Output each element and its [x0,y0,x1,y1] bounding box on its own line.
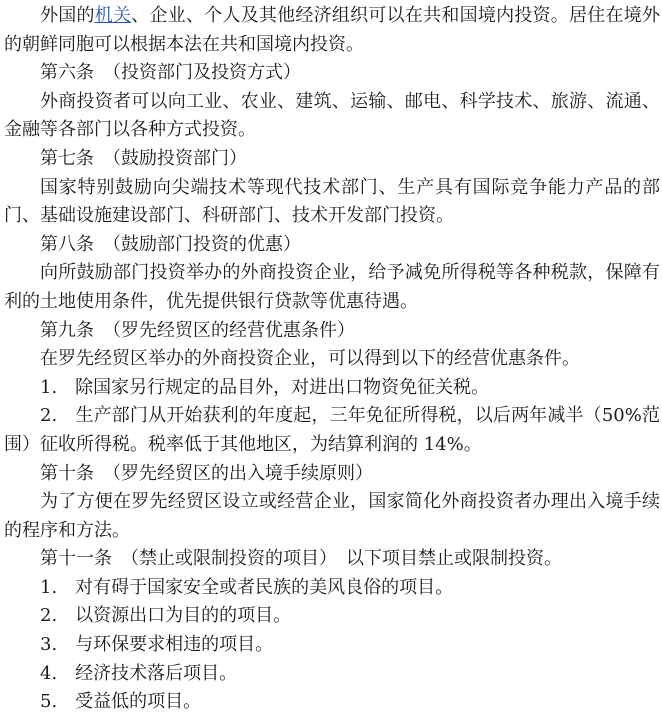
article-11-title: 第十一条 （禁止或限制投资的项目） [40,548,328,570]
article-9-item-1: 1. 除国家另行规定的品目外，对进出口物资免征关税。 [40,376,490,398]
article-6-heading: 第六条 （投资部门及投资方式） [40,62,301,84]
article-7-heading: 第七条 （鼓励投资部门） [40,147,247,169]
intro-prefix: 外国的 [40,5,95,26]
article-11-item-3: 3. 与环保要求相违的项目。 [40,634,274,656]
article-11-lead: 以下项目禁止或限制投资。 [328,548,562,570]
article-8-body: 向所鼓励部门投资举办的外商投资企业，给予减免所得税等各种税款，保障有利的土地使用条件，优先提供银行贷款等优惠待遇。 [4,262,660,312]
article-11-item-5: 5. 受益低的项目。 [40,691,202,713]
organ-link[interactable]: 机关 [94,5,132,26]
document-body [4,2,660,717]
article-9-item-2: 2. 生产部门从开始获利的年度起，三年免征所得税，以后两年减半（50%范围）征收所得税。税率低于其他地区，为结算利润的 14%。 [4,405,660,455]
article-7-body: 国家特别鼓励向尖端技术等现代技术部门、生产具有国际竞争能力产品的部门、基础设施建设部门、科研部门、技术开发部门投资。 [4,176,660,227]
intro-paragraph [4,2,660,59]
article-11-item-4: 4. 经济技术落后项目。 [40,662,238,684]
article-11-item-1: 1. 对有碍于国家安全或者民族的美风良俗的项目。 [40,576,454,598]
article-10-heading: 第十条 （罗先经贸区的出入境手续原则） [40,462,373,484]
intro-suffix: 、企业、个人及其他经济组织可以在共和国境内投资。居住在境外的朝鲜同胞可以根据本法在共和国境内投资。 [4,5,661,55]
article-9-body: 在罗先经贸区举办的外商投资企业，可以得到以下的经营优惠条件。 [40,348,580,370]
article-11-item-2: 2. 以资源出口为目的的项目。 [40,605,292,627]
article-9-heading: 第九条 （罗先经贸区的经营优惠条件） [40,319,355,341]
article-11-heading [4,545,660,574]
article-8-heading: 第八条 （鼓励部门投资的优惠） [40,233,301,255]
article-6-body: 外商投资者可以向工业、农业、建筑、运输、邮电、科学技术、旅游、流通、金融等各部门以各种方式投资。 [4,90,660,141]
article-10-body: 为了方便在罗先经贸区设立或经营企业，国家简化外商投资者办理出入境手续的程序和方法。 [4,491,660,541]
